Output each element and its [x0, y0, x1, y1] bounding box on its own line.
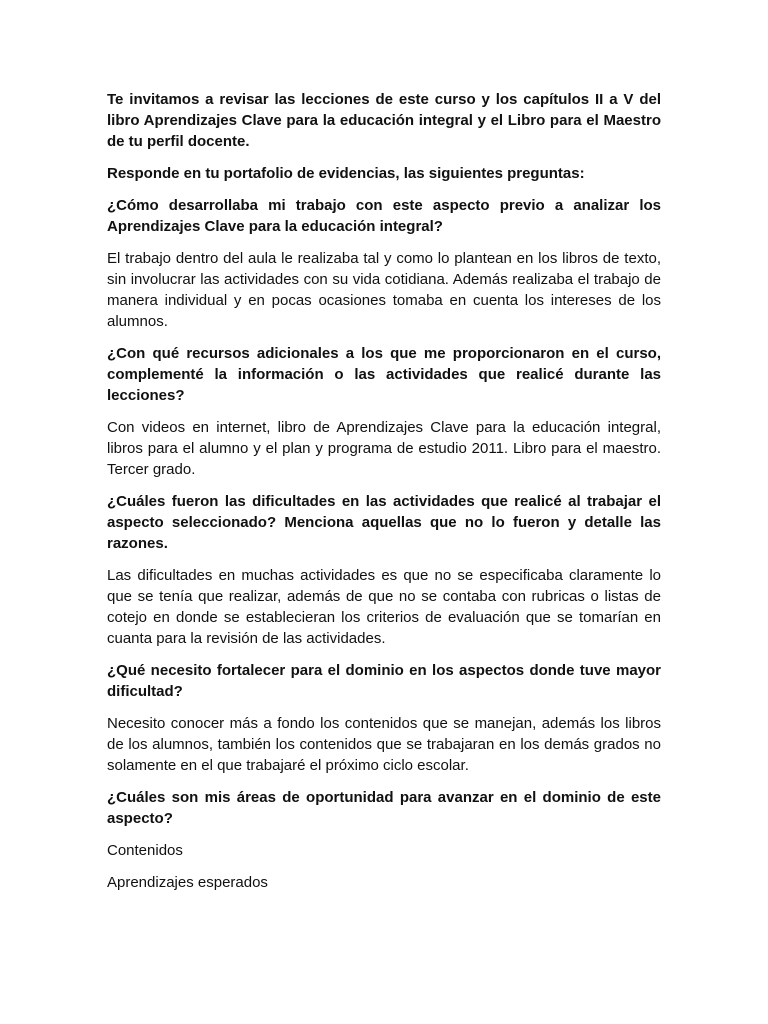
answer-3: Las dificultades en muchas actividades es que no se especificaba claramente lo que se tenía que realizar, además de que no se contaba con rubricas o listas de cotejo en donde se establecieran los criterios de evaluación que se tomarían en cuanta para la revisión de las actividades. [107, 567, 661, 647]
question-4: ¿Qué necesito fortalecer para el dominio en los aspectos donde tuve mayor dificultad? [107, 662, 661, 700]
answer-5-item-1: Contenidos [107, 842, 183, 859]
question-3: ¿Cuáles fueron las dificultades en las actividades que realicé al trabajar el aspecto seleccionado? Menciona aquellas que no lo fueron y detalle las razones. [107, 493, 661, 552]
question-1: ¿Cómo desarrollaba mi trabajo con este aspecto previo a analizar los Aprendizajes Clave para la educación integral? [107, 197, 661, 235]
question-5: ¿Cuáles son mis áreas de oportunidad para avanzar en el dominio de este aspecto? [107, 789, 661, 827]
instruction-paragraph: Responde en tu portafolio de evidencias, las siguientes preguntas: [107, 165, 585, 182]
answer-2: Con videos en internet, libro de Aprendizajes Clave para la educación integral, libros para el alumno y el plan y programa de estudio 2011. Libro para el maestro. Tercer grado. [107, 419, 661, 478]
intro-paragraph: Te invitamos a revisar las lecciones de este curso y los capítulos II a V del libro Aprendizajes Clave para la educación integral y el Libro para el Maestro de tu perfil docente. [107, 91, 661, 150]
answer-1: El trabajo dentro del aula le realizaba tal y como lo plantean en los libros de texto, sin involucrar las actividades con su vida cotidiana. Además realizaba el trabajo de manera individual y en pocas ocasiones tomaba en cuenta los intereses de los alumnos. [107, 250, 661, 330]
question-2: ¿Con qué recursos adicionales a los que me proporcionaron en el curso, complementé la información o las actividades que realicé durante las lecciones? [107, 345, 661, 404]
answer-5-item-2: Aprendizajes esperados [107, 874, 268, 891]
answer-4: Necesito conocer más a fondo los contenidos que se manejan, además los libros de los alumnos, también los contenidos que se trabajaran en los demás grados no solamente en el que trabajaré el próximo ciclo escolar. [107, 715, 661, 774]
document-page [107, 89, 661, 904]
